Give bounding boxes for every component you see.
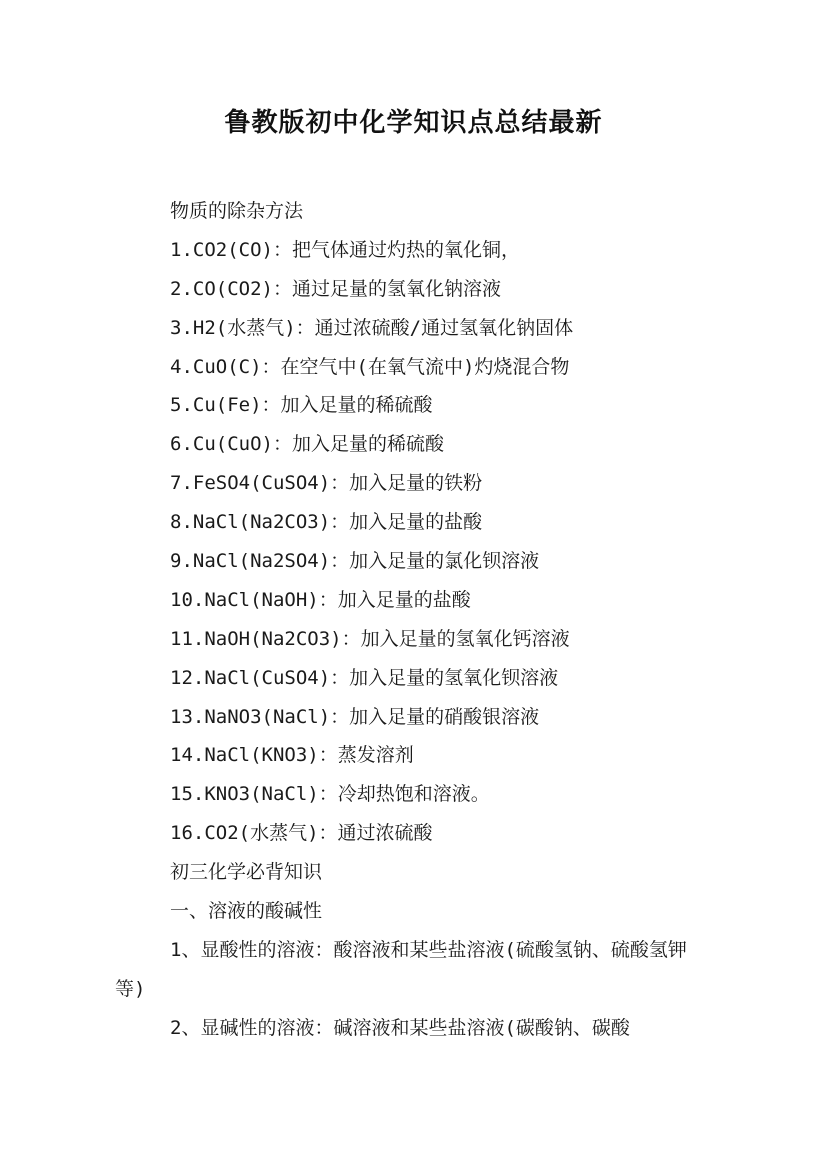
method-item: 16.CO2(水蒸气)：通过浓硫酸 — [170, 822, 433, 845]
section-heading: 初三化学必背知识 — [170, 861, 323, 884]
paragraph: 1、显酸性的溶液：酸溶液和某些盐溶液(硫酸氢钠、硫酸氢钾等) — [115, 938, 687, 1000]
method-item: 3.H2(水蒸气)：通过浓硫酸/通过氢氧化钠固体 — [170, 316, 574, 339]
method-item: 8.NaCl(Na2CO3)：加入足量的盐酸 — [170, 511, 483, 534]
method-item: 7.FeSO4(CuSO4)：加入足量的铁粉 — [170, 472, 483, 495]
paragraph: 2、显碱性的溶液：碱溶液和某些盐溶液(碳酸钠、碳酸 — [170, 1016, 630, 1039]
document-body — [115, 192, 715, 1048]
method-item: 6.Cu(CuO)：加入足量的稀硫酸 — [170, 433, 444, 456]
subsection-heading: 一、溶液的酸碱性 — [170, 900, 323, 923]
method-item: 10.NaCl(NaOH)：加入足量的盐酸 — [170, 588, 471, 611]
method-item: 1.CO2(CO)：把气体通过灼热的氧化铜， — [170, 238, 520, 261]
method-item: 14.NaCl(KNO3)：蒸发溶剂 — [170, 744, 414, 767]
method-item: 12.NaCl(CuSO4)：加入足量的氢氧化钡溶液 — [170, 666, 559, 689]
method-item: 15.KNO3(NaCl)：冷却热饱和溶液。 — [170, 783, 490, 806]
method-item: 2.CO(CO2)：通过足量的氢氧化钠溶液 — [170, 277, 501, 300]
document-title: 鲁教版初中化学知识点总结最新 — [224, 108, 603, 138]
method-item: 4.CuO(C)：在空气中(在氧气流中)灼烧混合物 — [170, 355, 570, 378]
method-item: 11.NaOH(Na2CO3)：加入足量的氢氧化钙溶液 — [170, 627, 570, 650]
method-item: 5.Cu(Fe)：加入足量的稀硫酸 — [170, 394, 433, 417]
method-item: 9.NaCl(Na2SO4)：加入足量的氯化钡溶液 — [170, 550, 540, 573]
section-heading: 物质的除杂方法 — [170, 200, 304, 222]
method-item: 13.NaNO3(NaCl)：加入足量的硝酸银溶液 — [170, 705, 540, 728]
